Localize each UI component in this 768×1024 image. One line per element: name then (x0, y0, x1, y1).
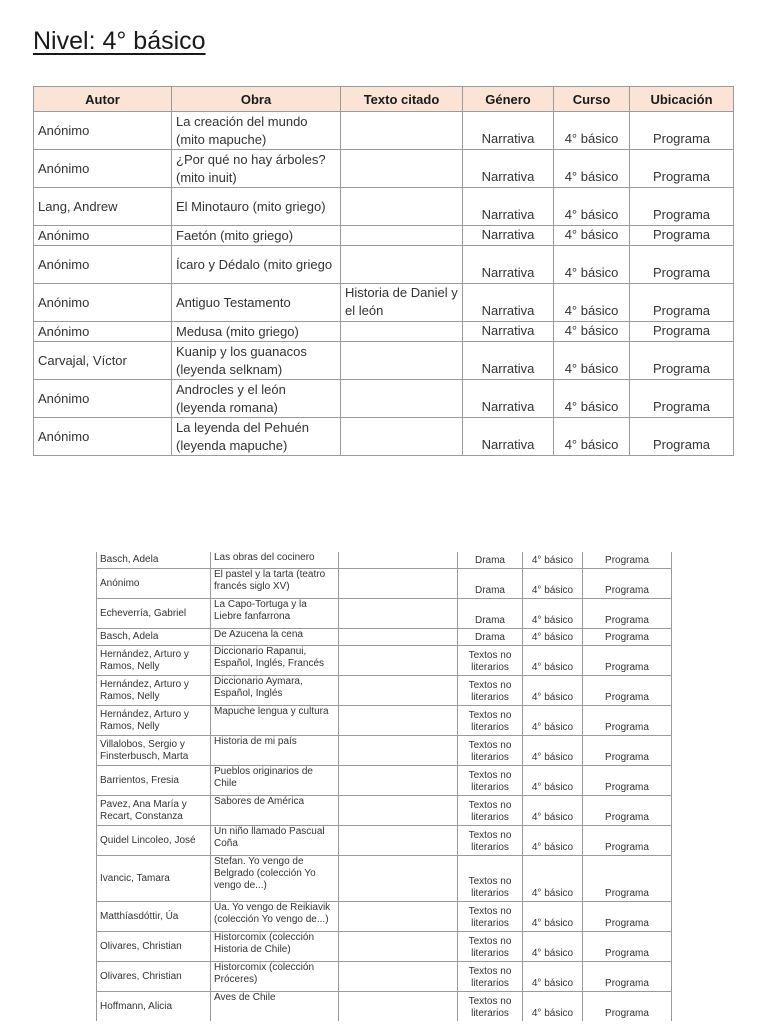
cell-texto-citado (341, 322, 463, 342)
cell-autor: Anónimo (34, 322, 172, 342)
table-row (34, 188, 734, 226)
cell-autor: Anónimo (34, 418, 172, 456)
cell-genero: Narrativa (463, 284, 554, 322)
cell-curso: 4° básico (523, 736, 583, 766)
cell-ubicacion: Programa (583, 992, 672, 1022)
cell-genero: Drama (458, 599, 523, 629)
cell-autor: Anónimo (34, 226, 172, 246)
reading-list-table-drama-no-literarios (96, 552, 672, 1021)
cell-genero: Drama (458, 552, 523, 569)
cell-autor: Ivancic, Tamara (97, 856, 211, 902)
cell-genero: Drama (458, 629, 523, 646)
cell-autor: Carvajal, Víctor (34, 342, 172, 380)
table-row (97, 629, 672, 646)
cell-obra: La creación del mundo (mito mapuche) (172, 112, 341, 150)
header-autor: Autor (34, 87, 172, 112)
cell-ubicacion: Programa (583, 646, 672, 676)
reading-list-table-narrativa (33, 86, 734, 456)
cell-genero: Drama (458, 569, 523, 599)
table-row (97, 932, 672, 962)
cell-ubicacion: Programa (583, 706, 672, 736)
cell-genero: Narrativa (463, 150, 554, 188)
cell-genero: Narrativa (463, 322, 554, 342)
table-row (97, 992, 672, 1022)
table-row (97, 736, 672, 766)
cell-curso: 4° básico (523, 599, 583, 629)
cell-curso: 4° básico (523, 552, 583, 569)
cell-texto-citado (339, 992, 458, 1022)
cell-texto-citado (339, 766, 458, 796)
cell-obra: Diccionario Aymara, Español, Inglés (211, 676, 339, 706)
table-row (97, 902, 672, 932)
cell-texto-citado (339, 676, 458, 706)
cell-autor: Hernández, Arturo y Ramos, Nelly (97, 706, 211, 736)
cell-genero: Textos no literarios (458, 902, 523, 932)
cell-texto-citado (341, 246, 463, 284)
cell-texto-citado (341, 226, 463, 246)
cell-curso: 4° básico (554, 246, 630, 284)
cell-obra: Diccionario Rapanui, Español, Inglés, Francés (211, 646, 339, 676)
cell-ubicacion: Programa (583, 552, 672, 569)
cell-ubicacion: Programa (630, 342, 734, 380)
cell-obra: Kuanip y los guanacos (leyenda selknam) (172, 342, 341, 380)
header-curso: Curso (554, 87, 630, 112)
cell-ubicacion: Programa (630, 322, 734, 342)
cell-autor: Villalobos, Sergio y Finsterbusch, Marta (97, 736, 211, 766)
cell-obra: Stefan. Yo vengo de Belgrado (colección Yo vengo de...) (211, 856, 339, 902)
cell-curso: 4° básico (523, 629, 583, 646)
cell-obra: Sabores de América (211, 796, 339, 826)
cell-curso: 4° básico (523, 826, 583, 856)
cell-curso: 4° básico (554, 150, 630, 188)
table-row (34, 226, 734, 246)
cell-genero: Textos no literarios (458, 646, 523, 676)
cell-autor: Anónimo (34, 380, 172, 418)
cell-autor: Olivares, Christian (97, 962, 211, 992)
table-row (34, 380, 734, 418)
cell-curso: 4° básico (523, 992, 583, 1022)
cell-curso: 4° básico (554, 188, 630, 226)
cell-curso: 4° básico (523, 706, 583, 736)
table-row (97, 706, 672, 736)
cell-obra: La Capo-Tortuga y la Liebre fanfarrona (211, 599, 339, 629)
cell-autor: Hernández, Arturo y Ramos, Nelly (97, 676, 211, 706)
cell-genero: Textos no literarios (458, 766, 523, 796)
cell-curso: 4° básico (554, 380, 630, 418)
cell-genero: Narrativa (463, 188, 554, 226)
cell-genero: Textos no literarios (458, 932, 523, 962)
cell-autor: Matthíasdóttir, Úa (97, 902, 211, 932)
cell-ubicacion: Programa (583, 676, 672, 706)
header-texto-citado: Texto citado (341, 87, 463, 112)
cell-ubicacion: Programa (630, 418, 734, 456)
cell-ubicacion: Programa (583, 736, 672, 766)
cell-curso: 4° básico (554, 284, 630, 322)
cell-autor: Anónimo (34, 150, 172, 188)
cell-obra: Historcomix (colección Próceres) (211, 962, 339, 992)
table-row (34, 418, 734, 456)
cell-texto-citado (341, 418, 463, 456)
cell-genero: Textos no literarios (458, 706, 523, 736)
cell-texto-citado (341, 150, 463, 188)
cell-curso: 4° básico (523, 766, 583, 796)
table-row (34, 322, 734, 342)
cell-genero: Narrativa (463, 342, 554, 380)
table-row (34, 112, 734, 150)
cell-curso: 4° básico (523, 796, 583, 826)
table-row (34, 150, 734, 188)
cell-ubicacion: Programa (630, 112, 734, 150)
cell-texto-citado (341, 342, 463, 380)
cell-curso: 4° básico (554, 226, 630, 246)
cell-obra: La leyenda del Pehuén (leyenda mapuche) (172, 418, 341, 456)
cell-autor: Anónimo (34, 284, 172, 322)
cell-genero: Textos no literarios (458, 856, 523, 902)
cell-ubicacion: Programa (630, 380, 734, 418)
cell-obra: Aves de Chile (211, 992, 339, 1022)
cell-ubicacion: Programa (630, 246, 734, 284)
header-obra: Obra (172, 87, 341, 112)
cell-curso: 4° básico (554, 418, 630, 456)
cell-ubicacion: Programa (630, 284, 734, 322)
cell-genero: Textos no literarios (458, 962, 523, 992)
cell-curso: 4° básico (523, 646, 583, 676)
table-row (97, 599, 672, 629)
cell-texto-citado (339, 902, 458, 932)
cell-obra: Historcomix (colección Historia de Chile) (211, 932, 339, 962)
page-title: Nivel: 4° básico (33, 27, 206, 55)
cell-texto-citado (341, 112, 463, 150)
table-row (97, 766, 672, 796)
cell-obra: ¿Por qué no hay árboles? (mito inuit) (172, 150, 341, 188)
table-row (97, 826, 672, 856)
cell-genero: Textos no literarios (458, 992, 523, 1022)
cell-genero: Textos no literarios (458, 796, 523, 826)
header-genero: Género (463, 87, 554, 112)
table-row (34, 284, 734, 322)
cell-autor: Basch, Adela (97, 629, 211, 646)
cell-curso: 4° básico (523, 932, 583, 962)
cell-genero: Narrativa (463, 112, 554, 150)
cell-texto-citado (339, 706, 458, 736)
cell-obra: Ícaro y Dédalo (mito griego (172, 246, 341, 284)
cell-obra: Antiguo Testamento (172, 284, 341, 322)
table-row (97, 796, 672, 826)
cell-ubicacion: Programa (583, 569, 672, 599)
cell-obra: Historia de mi país (211, 736, 339, 766)
table-row (97, 569, 672, 599)
cell-ubicacion: Programa (583, 796, 672, 826)
cell-ubicacion: Programa (630, 150, 734, 188)
cell-curso: 4° básico (554, 322, 630, 342)
cell-obra: El pastel y la tarta (teatro francés siglo XV) (211, 569, 339, 599)
cell-autor: Quidel Lincoleo, José (97, 826, 211, 856)
cell-curso: 4° básico (523, 676, 583, 706)
cell-genero: Narrativa (463, 246, 554, 284)
cell-texto-citado (341, 380, 463, 418)
cell-autor: Anónimo (97, 569, 211, 599)
cell-genero: Narrativa (463, 380, 554, 418)
cell-texto-citado (339, 856, 458, 902)
cell-autor: Basch, Adela (97, 552, 211, 569)
cell-texto-citado (339, 629, 458, 646)
table-header-row (34, 87, 734, 112)
cell-curso: 4° básico (554, 112, 630, 150)
cell-texto-citado (339, 569, 458, 599)
cell-ubicacion: Programa (583, 932, 672, 962)
table-row (97, 552, 672, 569)
cell-obra: El Minotauro (mito griego) (172, 188, 341, 226)
cell-genero: Textos no literarios (458, 736, 523, 766)
cell-autor: Pavez, Ana María y Recart, Constanza (97, 796, 211, 826)
table-row (34, 246, 734, 284)
cell-obra: Androcles y el león (leyenda romana) (172, 380, 341, 418)
cell-genero: Narrativa (463, 418, 554, 456)
cell-texto-citado (341, 188, 463, 226)
cell-autor: Echeverría, Gabriel (97, 599, 211, 629)
cell-ubicacion: Programa (630, 188, 734, 226)
cell-curso: 4° básico (523, 962, 583, 992)
cell-obra: Úa. Yo vengo de Reikiavik (colección Yo vengo de...) (211, 902, 339, 932)
cell-texto-citado (339, 826, 458, 856)
cell-curso: 4° básico (523, 902, 583, 932)
table-row (97, 856, 672, 902)
cell-curso: 4° básico (523, 856, 583, 902)
cell-obra: Las obras del cocinero (211, 552, 339, 569)
cell-texto-citado (339, 599, 458, 629)
cell-curso: 4° básico (554, 342, 630, 380)
header-ubicacion: Ubicación (630, 87, 734, 112)
cell-obra: Pueblos originarios de Chile (211, 766, 339, 796)
cell-texto-citado (339, 962, 458, 992)
cell-texto-citado (339, 646, 458, 676)
cell-ubicacion: Programa (630, 226, 734, 246)
cell-autor: Olivares, Christian (97, 932, 211, 962)
cell-ubicacion: Programa (583, 826, 672, 856)
cell-texto-citado: Historia de Daniel y el león (341, 284, 463, 322)
cell-obra: Medusa (mito griego) (172, 322, 341, 342)
cell-curso: 4° básico (523, 569, 583, 599)
table-row (97, 962, 672, 992)
cell-texto-citado (339, 552, 458, 569)
cell-ubicacion: Programa (583, 856, 672, 902)
cell-autor: Anónimo (34, 112, 172, 150)
cell-obra: De Azucena la cena (211, 629, 339, 646)
cell-genero: Narrativa (463, 226, 554, 246)
cell-obra: Mapuche lengua y cultura (211, 706, 339, 736)
cell-texto-citado (339, 932, 458, 962)
cell-genero: Textos no literarios (458, 826, 523, 856)
cell-genero: Textos no literarios (458, 676, 523, 706)
cell-autor: Hoffmann, Alicia (97, 992, 211, 1022)
cell-obra: Un niño llamado Pascual Coña (211, 826, 339, 856)
cell-ubicacion: Programa (583, 962, 672, 992)
cell-autor: Hernández, Arturo y Ramos, Nelly (97, 646, 211, 676)
cell-ubicacion: Programa (583, 629, 672, 646)
table-row (34, 342, 734, 380)
cell-autor: Lang, Andrew (34, 188, 172, 226)
cell-ubicacion: Programa (583, 599, 672, 629)
cell-autor: Anónimo (34, 246, 172, 284)
table-row (97, 646, 672, 676)
cell-texto-citado (339, 736, 458, 766)
cell-ubicacion: Programa (583, 902, 672, 932)
cell-obra: Faetón (mito griego) (172, 226, 341, 246)
cell-texto-citado (339, 796, 458, 826)
cell-ubicacion: Programa (583, 766, 672, 796)
table-row (97, 676, 672, 706)
cell-autor: Barrientos, Fresia (97, 766, 211, 796)
